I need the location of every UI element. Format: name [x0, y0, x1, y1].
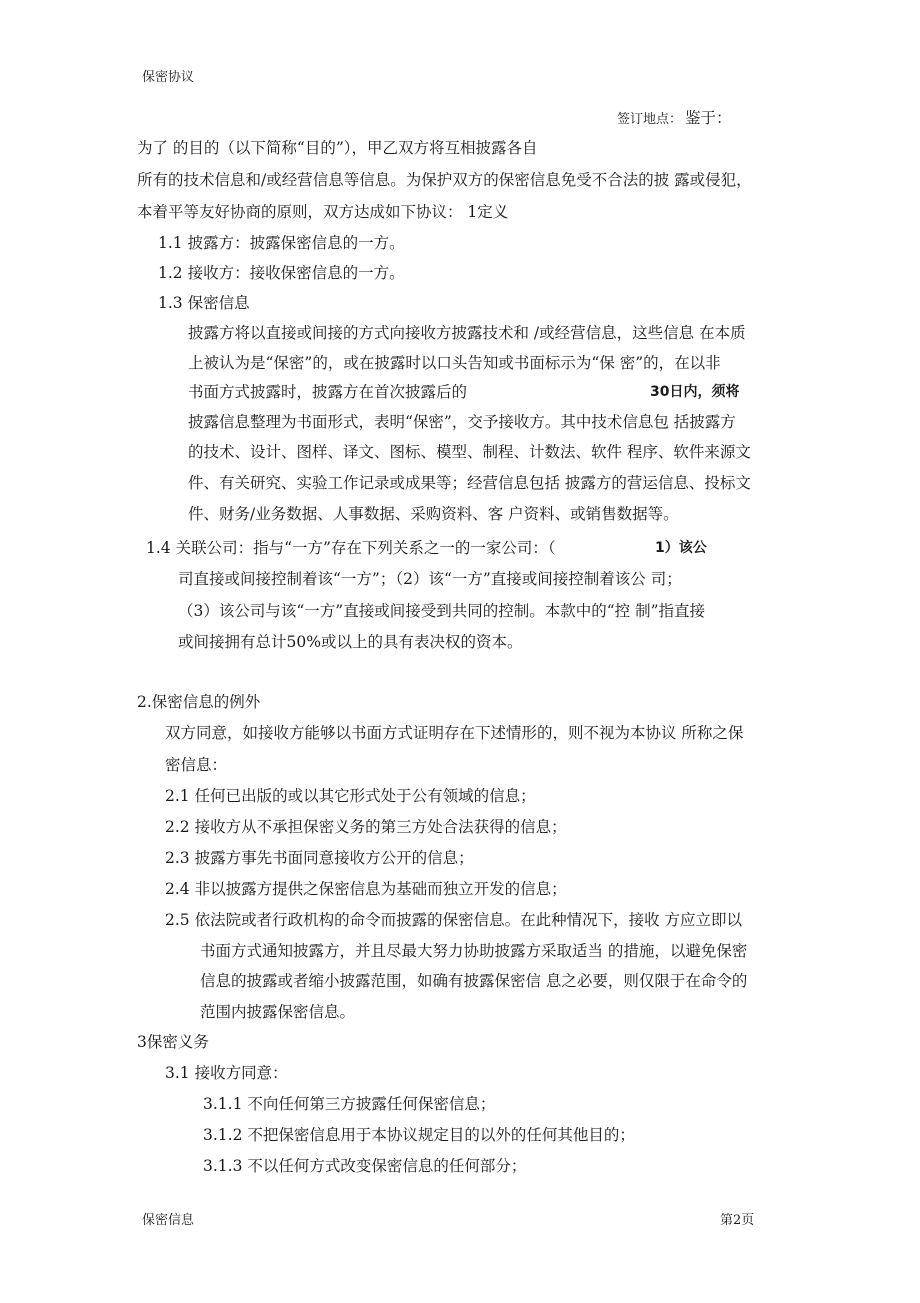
clause-2-5-line-3: 信息的披露或者缩小披露范围，如确有披露保密信 息之必要，则仅限于在命令的	[200, 972, 748, 990]
clause-1-4-line-4: 或间接拥有总计50%或以上的具有表决权的资本。	[178, 633, 523, 651]
section-3-title: 3保密义务	[137, 1033, 209, 1051]
clause-1-4-line-3: （3）该公司与该“一方”直接或间接受到共同的控制。本款中的“控 制”指直接	[178, 602, 705, 620]
header-title: 保密协议	[142, 70, 195, 85]
section-2-para-line-1: 双方同意，如接收方能够以书面方式证明存在下述情形的，则不视为本协议 所称之保	[165, 724, 744, 742]
whereas-label: 鉴于：	[685, 109, 732, 127]
clause-1-4-item-1: 1）该公	[655, 540, 707, 556]
clause-2-1: 2.1 任何已出版的或以其它形式处于公有领域的信息；	[165, 787, 536, 805]
section-2-para-line-2: 密信息：	[165, 756, 228, 774]
clause-1-3-line-3: 书面方式披露时，披露方在首次披露后的	[188, 383, 468, 401]
section-2-title: 2.保密信息的例外	[137, 693, 261, 711]
intro-line-3: 本着平等友好协商的原则，双方达成如下协议： 1定义	[137, 203, 509, 221]
clause-2-5-line-1: 2.5 依法院或者行政机构的命令而披露的保密信息。在此种情况下，接收 方应立即以	[165, 911, 743, 929]
clause-1-3-line-5: 的技术、设计、图样、译文、图标、模型、制程、计数法、软件 程序、软件来源文	[188, 443, 751, 461]
clause-1-4-line-2: 司直接或间接控制着该“一方”；（2）该“一方”直接或间接控制着该公 司；	[178, 570, 682, 588]
clause-1-3-title: 1.3 保密信息	[158, 294, 250, 312]
clause-2-4: 2.4 非以披露方提供之保密信息为基础而独立开发的信息；	[165, 880, 567, 898]
clause-2-3: 2.3 披露方事先书面同意接收方公开的信息；	[165, 849, 474, 867]
clause-1-3-line-7: 件、财务/业务数据、人事数据、采购资料、客 户资料、或销售数据等。	[188, 505, 679, 523]
page-number: 第2页	[720, 1213, 755, 1228]
clause-1-3-days: 30日内，须将	[650, 384, 740, 400]
signing-place-label: 签订地点：	[617, 112, 683, 127]
clause-2-5-line-4: 范围内披露保密信息。	[200, 1003, 356, 1021]
clause-1-3-line-4: 披露信息整理为书面形式，表明“保密”，交予接收方。其中技术信息包 括披露方	[188, 413, 736, 431]
clause-2-2: 2.2 接收方从不承担保密义务的第三方处合法获得的信息；	[165, 818, 567, 836]
intro-line-1: 为了 的目的（以下简称“目的”），甲乙双方将互相披露各自	[137, 139, 538, 157]
clause-3-1-1: 3.1.1 不向任何第三方披露任何保密信息；	[203, 1095, 496, 1113]
intro-line-2: 所有的技术信息和/或经营信息等信息。为保护双方的保密信息免受不合法的披 露或侵犯，	[137, 171, 752, 189]
clause-3-1: 3.1 接收方同意：	[165, 1064, 288, 1082]
clause-1-4-line-1: 1.4 关联公司：指与“一方”存在下列关系之一的一家公司：（	[146, 539, 556, 557]
clause-1-3-line-1: 披露方将以直接或间接的方式向接收方披露技术和 /或经营信息，这些信息 在本质	[188, 324, 746, 342]
clause-1-3-line-2: 上被认为是“保密”的，或在披露时以口头告知或书面标示为“保 密”的，在以非	[188, 354, 721, 372]
clause-2-5-line-2: 书面方式通知披露方，并且尽最大努力协助披露方采取适当 的措施，以避免保密	[200, 942, 748, 960]
clause-1-2: 1.2 接收方：接收保密信息的一方。	[158, 264, 405, 282]
clause-1-1: 1.1 披露方：披露保密信息的一方。	[158, 234, 405, 252]
clause-3-1-3: 3.1.3 不以任何方式改变保密信息的任何部分；	[203, 1157, 527, 1175]
clause-3-1-2: 3.1.2 不把保密信息用于本协议规定目的以外的任何其他目的；	[203, 1126, 635, 1144]
footer-left: 保密信息	[142, 1213, 195, 1228]
clause-1-3-line-6: 件、有关研究、实验工作记录或成果等；经营信息包括 披露方的营运信息、投标文	[188, 474, 751, 492]
